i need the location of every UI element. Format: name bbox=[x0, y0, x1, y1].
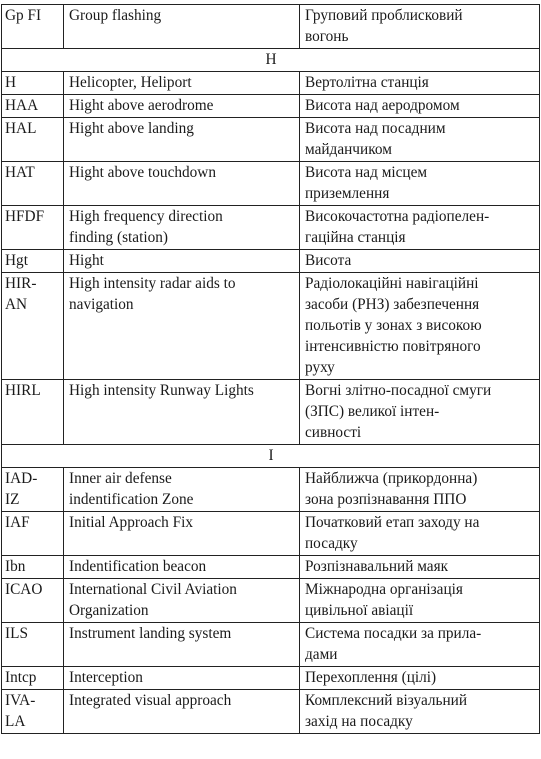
english-term-line: Hight above touchdown bbox=[69, 164, 216, 181]
glossary-row bbox=[2, 95, 540, 118]
ukrainian-term-line: цивільної авіації bbox=[305, 602, 414, 619]
english-term-cell bbox=[64, 579, 300, 623]
glossary-row bbox=[2, 250, 540, 273]
abbreviation-line: H bbox=[5, 74, 17, 91]
glossary-row bbox=[2, 623, 540, 667]
english-term-line: Organization bbox=[69, 602, 149, 619]
english-term-cell bbox=[64, 5, 300, 49]
abbreviation-cell bbox=[2, 162, 64, 206]
english-term-line: Integrated visual approach bbox=[69, 692, 232, 709]
english-term-cell bbox=[64, 95, 300, 118]
ukrainian-term-line: Вертолітна станція bbox=[305, 74, 429, 91]
abbreviation-line: IAF bbox=[5, 514, 30, 531]
section-letter-row bbox=[2, 445, 540, 468]
glossary-body bbox=[2, 5, 540, 734]
section-letter: H bbox=[2, 49, 540, 72]
abbreviation-cell bbox=[2, 273, 64, 380]
abbreviation-line: HIR- bbox=[5, 275, 37, 292]
ukrainian-term-line: Високочастотна радіопелен- bbox=[305, 208, 490, 225]
ukrainian-term-line: Висота bbox=[305, 252, 352, 269]
glossary-row bbox=[2, 72, 540, 95]
abbreviation-cell bbox=[2, 206, 64, 250]
ukrainian-term-line: Висота над аеродромом bbox=[305, 97, 460, 114]
english-term-cell bbox=[64, 250, 300, 273]
ukrainian-term-cell bbox=[300, 468, 540, 512]
ukrainian-term-line: захід на посадку bbox=[305, 713, 413, 730]
ukrainian-term-line: сивності bbox=[305, 424, 362, 441]
english-term-line: Instrument landing system bbox=[69, 625, 232, 642]
abbreviation-line: IVA- bbox=[5, 692, 36, 709]
abbreviation-cell bbox=[2, 556, 64, 579]
glossary-row bbox=[2, 579, 540, 623]
abbreviation-cell bbox=[2, 667, 64, 690]
english-term-line: Hight bbox=[69, 252, 104, 269]
ukrainian-term-line: майданчиком bbox=[305, 141, 392, 158]
ukrainian-term-cell bbox=[300, 556, 540, 579]
glossary-row bbox=[2, 380, 540, 445]
ukrainian-term-cell bbox=[300, 206, 540, 250]
ukrainian-term-cell bbox=[300, 623, 540, 667]
ukrainian-term-line: Вогні злітно-посадної смуги bbox=[305, 382, 492, 399]
english-term-line: indentification Zone bbox=[69, 491, 194, 508]
english-term-line: finding (station) bbox=[69, 229, 168, 246]
ukrainian-term-cell bbox=[300, 380, 540, 445]
ukrainian-term-line: дами bbox=[305, 646, 338, 663]
ukrainian-term-cell bbox=[300, 512, 540, 556]
abbreviation-glossary-table bbox=[1, 4, 540, 734]
abbreviation-cell bbox=[2, 380, 64, 445]
ukrainian-term-cell bbox=[300, 72, 540, 95]
english-term-line: Interception bbox=[69, 669, 143, 686]
ukrainian-term-line: Початковий етап заходу на bbox=[305, 514, 480, 531]
glossary-row bbox=[2, 273, 540, 380]
english-term-line: Hight above landing bbox=[69, 120, 194, 137]
english-term-cell bbox=[64, 667, 300, 690]
glossary-row bbox=[2, 118, 540, 162]
abbreviation-cell bbox=[2, 512, 64, 556]
abbreviation-cell bbox=[2, 72, 64, 95]
ukrainian-term-cell bbox=[300, 667, 540, 690]
abbreviation-cell bbox=[2, 690, 64, 734]
english-term-cell bbox=[64, 468, 300, 512]
ukrainian-term-cell bbox=[300, 162, 540, 206]
ukrainian-term-cell bbox=[300, 579, 540, 623]
ukrainian-term-cell bbox=[300, 118, 540, 162]
glossary-row bbox=[2, 468, 540, 512]
abbreviation-line: Ibn bbox=[5, 558, 26, 575]
english-term-line: navigation bbox=[69, 296, 134, 313]
abbreviation-cell bbox=[2, 250, 64, 273]
ukrainian-term-line: Система посадки за прила- bbox=[305, 625, 482, 642]
english-term-cell bbox=[64, 162, 300, 206]
english-term-cell bbox=[64, 118, 300, 162]
ukrainian-term-line: руху bbox=[305, 359, 335, 376]
ukrainian-term-line: Груповий проблисковий bbox=[305, 7, 463, 24]
abbreviation-line: HAL bbox=[5, 120, 37, 137]
ukrainian-term-line: Висота над місцем bbox=[305, 164, 428, 181]
abbreviation-line: LA bbox=[5, 713, 26, 730]
abbreviation-line: AN bbox=[5, 296, 28, 313]
english-term-line: Initial Approach Fix bbox=[69, 514, 194, 531]
abbreviation-cell bbox=[2, 118, 64, 162]
abbreviation-cell bbox=[2, 5, 64, 49]
ukrainian-term-line: засоби (РНЗ) забезпечення bbox=[305, 296, 480, 313]
english-term-cell bbox=[64, 72, 300, 95]
glossary-row bbox=[2, 690, 540, 734]
ukrainian-term-line: посадку bbox=[305, 535, 358, 552]
ukrainian-term-line: Перехоплення (цілі) bbox=[305, 669, 437, 686]
abbreviation-line: Hgt bbox=[5, 252, 28, 269]
english-term-line: International Civil Aviation bbox=[69, 581, 237, 598]
abbreviation-line: Gp FI bbox=[5, 7, 42, 24]
english-term-cell bbox=[64, 690, 300, 734]
ukrainian-term-line: приземлення bbox=[305, 185, 390, 202]
ukrainian-term-line: зона розпізнавання ППО bbox=[305, 491, 467, 508]
english-term-cell bbox=[64, 623, 300, 667]
glossary-row bbox=[2, 556, 540, 579]
ukrainian-term-line: польотів у зонах з високою bbox=[305, 317, 482, 334]
abbreviation-line: Intcp bbox=[5, 669, 37, 686]
glossary-row bbox=[2, 667, 540, 690]
abbreviation-line: HAT bbox=[5, 164, 35, 181]
ukrainian-term-line: Радіолокаційні навігаційні bbox=[305, 275, 479, 292]
english-term-line: High intensity radar aids to bbox=[69, 275, 236, 292]
ukrainian-term-line: Найближча (прикордонна) bbox=[305, 470, 478, 487]
section-letter: I bbox=[2, 445, 540, 468]
abbreviation-line: ILS bbox=[5, 625, 28, 642]
abbreviation-line: IZ bbox=[5, 491, 20, 508]
abbreviation-line: HFDF bbox=[5, 208, 45, 225]
english-term-cell bbox=[64, 206, 300, 250]
abbreviation-cell bbox=[2, 468, 64, 512]
english-term-line: High frequency direction bbox=[69, 208, 223, 225]
abbreviation-line: HAA bbox=[5, 97, 39, 114]
english-term-line: Hight above aerodrome bbox=[69, 97, 214, 114]
ukrainian-term-cell bbox=[300, 250, 540, 273]
ukrainian-term-cell bbox=[300, 690, 540, 734]
ukrainian-term-line: Розпізнавальний маяк bbox=[305, 558, 449, 575]
english-term-cell bbox=[64, 512, 300, 556]
glossary-row bbox=[2, 162, 540, 206]
english-term-cell bbox=[64, 273, 300, 380]
section-letter-row bbox=[2, 49, 540, 72]
abbreviation-cell bbox=[2, 579, 64, 623]
english-term-line: Inner air defense bbox=[69, 470, 172, 487]
english-term-line: Indentification beacon bbox=[69, 558, 207, 575]
english-term-line: Group flashing bbox=[69, 7, 162, 24]
ukrainian-term-line: вогонь bbox=[305, 28, 349, 45]
ukrainian-term-line: інтенсивністю повітряного bbox=[305, 338, 481, 355]
abbreviation-line: ICAO bbox=[5, 581, 43, 598]
glossary-row bbox=[2, 5, 540, 49]
english-term-cell bbox=[64, 556, 300, 579]
english-term-line: Helicopter, Heliport bbox=[69, 74, 192, 91]
abbreviation-line: IAD- bbox=[5, 470, 38, 487]
ukrainian-term-line: гаційна станція bbox=[305, 229, 406, 246]
english-term-line: High intensity Runway Lights bbox=[69, 382, 254, 399]
ukrainian-term-cell bbox=[300, 95, 540, 118]
abbreviation-cell bbox=[2, 95, 64, 118]
ukrainian-term-cell bbox=[300, 273, 540, 380]
glossary-row bbox=[2, 512, 540, 556]
ukrainian-term-cell bbox=[300, 5, 540, 49]
abbreviation-line: HIRL bbox=[5, 382, 41, 399]
ukrainian-term-line: Міжнародна організація bbox=[305, 581, 463, 598]
ukrainian-term-line: Комплексний візуальний bbox=[305, 692, 468, 709]
abbreviation-cell bbox=[2, 623, 64, 667]
ukrainian-term-line: Висота над посадним bbox=[305, 120, 446, 137]
glossary-row bbox=[2, 206, 540, 250]
ukrainian-term-line: (ЗПС) великої інтен- bbox=[305, 403, 440, 420]
english-term-cell bbox=[64, 380, 300, 445]
